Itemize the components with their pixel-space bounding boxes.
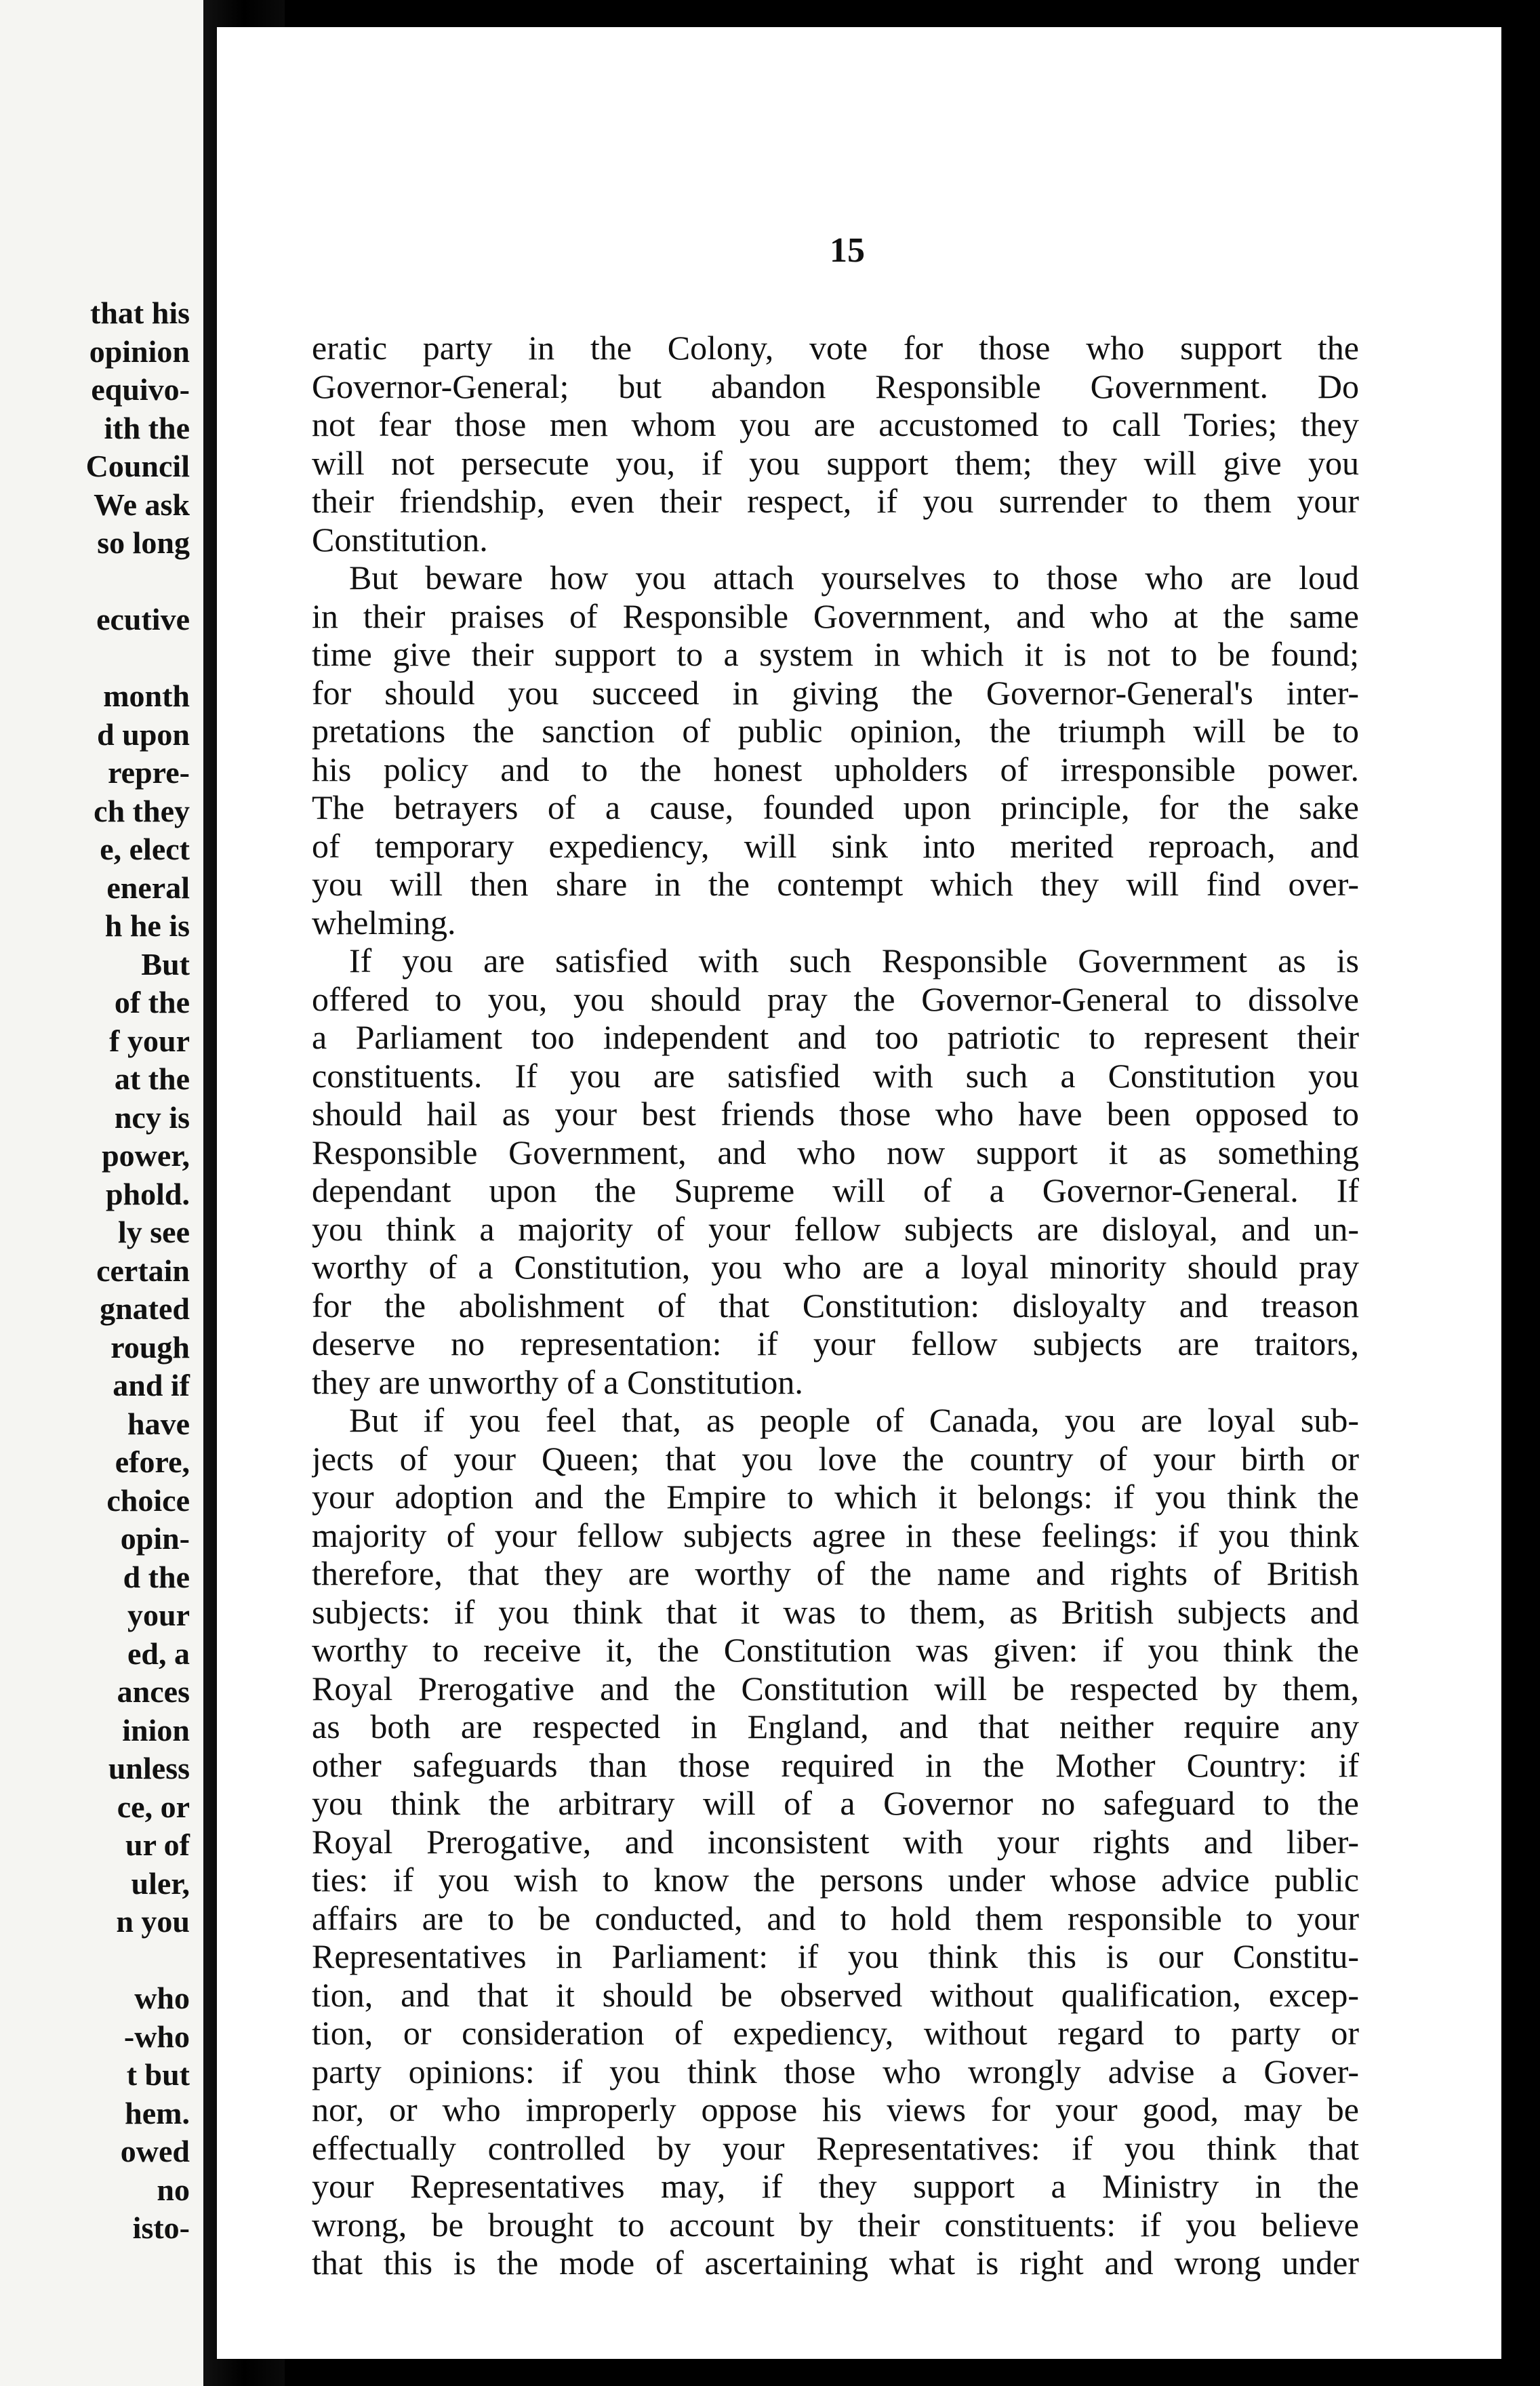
text-line: your adoption and the Empire to which it belongs: if you think the bbox=[312, 1478, 1359, 1516]
facing-page-line: uler, bbox=[131, 1865, 190, 1901]
text-line: whelming. bbox=[312, 903, 456, 942]
text-line: should hail as your best friends those who have been opposed to bbox=[312, 1095, 1359, 1133]
text-line: their friendship, even their respect, if you surrender to them your bbox=[312, 482, 1359, 520]
facing-page-line: power, bbox=[102, 1138, 190, 1173]
facing-page-line: gnated bbox=[100, 1291, 190, 1326]
facing-page-line: that his bbox=[90, 296, 190, 330]
document-page bbox=[217, 27, 1512, 2359]
facing-page-line: month bbox=[103, 679, 190, 713]
text-line: your Representatives may, if they support a Ministry in the bbox=[312, 2167, 1359, 2205]
text-line: ties: if you wish to know the persons under whose advice public bbox=[312, 1861, 1359, 1899]
text-line: you think a majority of your fellow subjects are disloyal, and un- bbox=[312, 1209, 1359, 1248]
facing-page-line: choice bbox=[106, 1482, 190, 1518]
scan-border bbox=[1501, 0, 1540, 2386]
facing-page-line: and if bbox=[113, 1368, 190, 1402]
facing-page-line: isto- bbox=[132, 2210, 190, 2245]
facing-page-fragment bbox=[0, 0, 203, 2386]
facing-page-line: at the bbox=[114, 1061, 190, 1096]
facing-page-line: certain bbox=[96, 1253, 190, 1288]
facing-page-line: opinion bbox=[89, 333, 190, 369]
facing-page-line: d upon bbox=[97, 716, 190, 752]
text-line: as both are respected in England, and that neither require any bbox=[312, 1707, 1359, 1745]
text-line: deserve no representation: if your fellow subjects are traitors, bbox=[312, 1325, 1359, 1362]
text-line: in their praises of Responsible Government, and who at the same bbox=[312, 596, 1359, 635]
facing-page-line: unless bbox=[108, 1751, 190, 1785]
text-line: offered to you, you should pray the Governor-General to dissolve bbox=[312, 979, 1359, 1018]
facing-page-line: ances bbox=[117, 1674, 190, 1709]
facing-page-line: hem. bbox=[125, 2095, 190, 2130]
facing-page-line: t but bbox=[126, 2057, 190, 2092]
text-line: for should you succeed in giving the Governor-General's inter- bbox=[312, 673, 1359, 712]
facing-page-line: equivo- bbox=[91, 372, 190, 407]
text-line: Responsible Government, and who now support it as something bbox=[312, 1133, 1359, 1171]
text-line: other safeguards than those required in the Mother Country: if bbox=[312, 1745, 1359, 1784]
text-line: pretations the sanction of public opinion, the triumph will be to bbox=[312, 712, 1359, 750]
facing-page-line: repre- bbox=[108, 755, 190, 790]
text-line: of temporary expediency, will sink into merited reproach, and bbox=[312, 826, 1359, 865]
text-line: a Parliament too independent and too patriotic to represent their bbox=[312, 1018, 1359, 1056]
text-line: his policy and to the honest upholders of irresponsible power. bbox=[312, 750, 1359, 788]
facing-page-line: ith the bbox=[104, 410, 190, 445]
facing-page-line: eneral bbox=[106, 870, 190, 905]
text-line: not fear those men whom you are accustomed to call Tories; they bbox=[312, 405, 1359, 443]
facing-page-line: n you bbox=[116, 1904, 190, 1939]
facing-page-line: no bbox=[157, 2172, 190, 2207]
facing-page-line: ecutive bbox=[96, 602, 190, 636]
paragraph-first-line: But beware how you attach yourselves to those who are loud bbox=[349, 559, 1359, 596]
facing-page-line: Council bbox=[85, 449, 190, 483]
text-line: majority of your fellow subjects agree in these feelings: if you think bbox=[312, 1516, 1359, 1554]
text-line: tion, or consideration of expediency, without regard to party or bbox=[312, 2014, 1359, 2052]
facing-page-line: But bbox=[141, 946, 190, 982]
facing-page-line: who bbox=[134, 1981, 190, 2015]
facing-page-line: ncy is bbox=[114, 1099, 190, 1135]
text-line: therefore, that they are worthy of the name and rights of British bbox=[312, 1554, 1359, 1592]
facing-page-line: ed, a bbox=[127, 1636, 190, 1671]
text-line: Constitution. bbox=[312, 520, 488, 559]
facing-page-line: h he is bbox=[104, 908, 190, 943]
text-line: dependant upon the Supreme will of a Governor-General. If bbox=[312, 1171, 1359, 1209]
facing-page-line: ly see bbox=[117, 1215, 190, 1249]
text-line: tion, and that it should be observed without qualification, excep- bbox=[312, 1975, 1359, 2014]
paragraph-first-line: If you are satisfied with such Responsible Government as is bbox=[349, 942, 1359, 979]
text-line: party opinions: if you think those who wrongly advise a Gover- bbox=[312, 2052, 1359, 2090]
text-line: Governor-General; but abandon Responsible Government. Do bbox=[312, 367, 1359, 405]
facing-page-line: e, elect bbox=[100, 832, 190, 866]
text-line: you will then share in the contempt which they will find over- bbox=[312, 865, 1359, 903]
text-line: eratic party in the Colony, vote for those who support the bbox=[312, 329, 1359, 367]
facing-page-line: your bbox=[127, 1598, 190, 1632]
text-line: time give their support to a system in which it is not to be found; bbox=[312, 635, 1359, 673]
facing-page-line: have bbox=[127, 1406, 190, 1441]
facing-page-line: d the bbox=[123, 1559, 190, 1594]
text-line: wrong, be brought to account by their constituents: if you believe bbox=[312, 2205, 1359, 2244]
text-line: constituents. If you are satisfied with such a Constitution you bbox=[312, 1056, 1359, 1095]
text-line: they are unworthy of a Constitution. bbox=[312, 1362, 803, 1401]
facing-page-line: We ask bbox=[94, 487, 190, 522]
text-line: The betrayers of a cause, founded upon principle, for the sake bbox=[312, 788, 1359, 826]
text-line: subjects: if you think that it was to them, as British subjects and bbox=[312, 1592, 1359, 1631]
page-number: 15 bbox=[830, 231, 865, 270]
text-line: for the abolishment of that Constitution: disloyalty and treason bbox=[312, 1286, 1359, 1325]
facing-page-line: inion bbox=[122, 1712, 190, 1747]
text-line: that this is the mode of ascertaining what is right and wrong under bbox=[312, 2244, 1359, 2282]
facing-page-line: of the bbox=[114, 985, 190, 1019]
facing-page-line: owed bbox=[120, 2134, 190, 2168]
text-line: worthy to receive it, the Constitution was given: if you think the bbox=[312, 1631, 1359, 1669]
facing-page-line: ce, or bbox=[117, 1789, 190, 1824]
paragraph-first-line: But if you feel that, as people of Canada, you are loyal sub- bbox=[349, 1401, 1359, 1439]
text-line: Representatives in Parliament: if you think this is our Constitu- bbox=[312, 1937, 1359, 1975]
text-line: jects of your Queen; that you love the country of your birth or bbox=[312, 1439, 1359, 1478]
facing-page-line: phold. bbox=[105, 1176, 190, 1211]
text-line: affairs are to be conducted, and to hold them responsible to your bbox=[312, 1899, 1359, 1937]
facing-page-line: f your bbox=[109, 1023, 190, 1058]
text-line: Royal Prerogative, and inconsistent with your rights and liber- bbox=[312, 1822, 1359, 1861]
text-line: Royal Prerogative and the Constitution will be respected by them, bbox=[312, 1669, 1359, 1707]
text-line: worthy of a Constitution, you who are a loyal minority should pray bbox=[312, 1248, 1359, 1286]
facing-page-line: ur of bbox=[125, 1827, 190, 1862]
body-text bbox=[312, 329, 1359, 2282]
facing-page-line: ch they bbox=[94, 793, 190, 828]
facing-page-line: -who bbox=[123, 2019, 190, 2054]
text-line: will not persecute you, if you support them; they will give you bbox=[312, 443, 1359, 482]
facing-page-line: rough bbox=[110, 1329, 190, 1364]
text-line: nor, or who improperly oppose his views for your good, may be bbox=[312, 2090, 1359, 2128]
text-line: you think the arbitrary will of a Governor no safeguard to the bbox=[312, 1784, 1359, 1822]
facing-page-line: so long bbox=[97, 525, 190, 560]
facing-page-line: opin- bbox=[120, 1521, 190, 1556]
facing-page-line: efore, bbox=[115, 1444, 190, 1479]
text-line: effectually controlled by your Representatives: if you think that bbox=[312, 2128, 1359, 2167]
